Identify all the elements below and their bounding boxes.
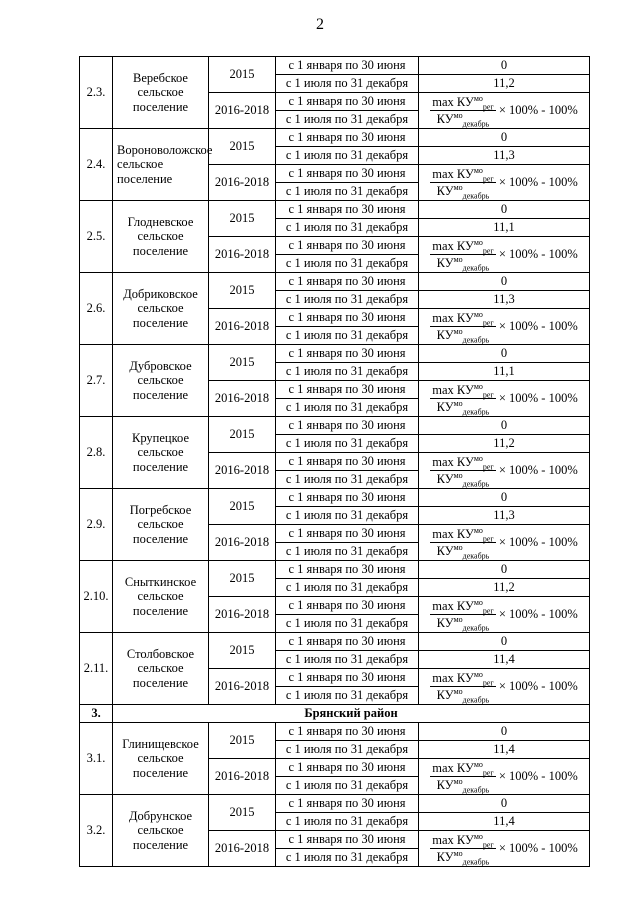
settlement-name: Вороноволожское сельское поселение xyxy=(113,129,209,201)
settlement-name: Веребское сельское поселение xyxy=(113,57,209,129)
formula-tail: × 100% - 100% xyxy=(498,318,578,333)
table-row xyxy=(80,633,590,651)
value-cell: 0 xyxy=(419,561,590,579)
formula-fraction xyxy=(430,455,496,487)
period-cell: с 1 января по 30 июня xyxy=(276,93,419,111)
formula-denominator: КУ xyxy=(436,616,454,630)
formula-sub: рег xyxy=(482,606,494,616)
period-cell: с 1 июля по 31 декабря xyxy=(276,363,419,381)
formula-sup: мо xyxy=(473,381,483,391)
table-row xyxy=(80,201,590,219)
year-cell: 2015 xyxy=(209,723,276,759)
year-cell: 2015 xyxy=(209,129,276,165)
table-row xyxy=(80,345,590,363)
year-cell: 2015 xyxy=(209,201,276,237)
row-number: 2.4. xyxy=(80,129,113,201)
year-cell: 2015 xyxy=(209,633,276,669)
period-cell: с 1 января по 30 июня xyxy=(276,273,419,291)
formula-fraction xyxy=(430,671,496,703)
formula-fraction xyxy=(430,239,496,271)
value-cell: 11,4 xyxy=(419,741,590,759)
value-cell: 11,2 xyxy=(419,435,590,453)
formula-fraction xyxy=(430,383,496,415)
value-cell: 11,4 xyxy=(419,651,590,669)
formula-cell xyxy=(419,381,590,417)
period-cell: с 1 июля по 31 декабря xyxy=(276,741,419,759)
period-cell: с 1 июля по 31 декабря xyxy=(276,849,419,867)
year-cell: 2015 xyxy=(209,561,276,597)
settlement-name: Крупецкое сельское поселение xyxy=(113,417,209,489)
year-cell: 2016-2018 xyxy=(209,831,276,867)
year-cell: 2016-2018 xyxy=(209,669,276,705)
formula xyxy=(430,599,578,631)
formula-tail: × 100% - 100% xyxy=(498,606,578,621)
period-cell: с 1 января по 30 июня xyxy=(276,831,419,849)
period-cell: с 1 июля по 31 декабря xyxy=(276,291,419,309)
formula-denominator: КУ xyxy=(436,184,454,198)
year-cell: 2016-2018 xyxy=(209,759,276,795)
formula-sub: рег xyxy=(482,246,494,256)
period-cell: с 1 января по 30 июня xyxy=(276,633,419,651)
period-cell: с 1 января по 30 июня xyxy=(276,417,419,435)
formula-fraction xyxy=(430,167,496,199)
formula-sup: мо xyxy=(453,254,463,264)
period-cell: с 1 января по 30 июня xyxy=(276,381,419,399)
formula-cell xyxy=(419,759,590,795)
page-number: 2 xyxy=(316,16,324,33)
row-number: 3.2. xyxy=(80,795,113,867)
formula-sub: декабрь xyxy=(462,695,490,705)
formula-sub: декабрь xyxy=(462,407,490,417)
period-cell: с 1 июля по 31 декабря xyxy=(276,543,419,561)
formula-tail: × 100% - 100% xyxy=(498,534,578,549)
value-cell: 0 xyxy=(419,57,590,75)
formula-denominator: КУ xyxy=(436,472,454,486)
formula-cell xyxy=(419,831,590,867)
formula-tail: × 100% - 100% xyxy=(498,462,578,477)
row-number: 2.6. xyxy=(80,273,113,345)
formula-tail: × 100% - 100% xyxy=(498,768,578,783)
formula-fraction xyxy=(430,527,496,559)
formula-sub: декабрь xyxy=(462,551,490,561)
formula-sup: мо xyxy=(473,597,483,607)
formula-cell xyxy=(419,525,590,561)
settlement-name: Добриковское сельское поселение xyxy=(113,273,209,345)
formula-sup: мо xyxy=(453,848,463,858)
year-cell: 2016-2018 xyxy=(209,525,276,561)
formula-numerator: max КУ xyxy=(432,832,474,847)
formula-cell xyxy=(419,669,590,705)
region-name: Брянский район xyxy=(113,705,590,723)
year-cell: 2015 xyxy=(209,417,276,453)
period-cell: с 1 июля по 31 декабря xyxy=(276,507,419,525)
value-cell: 0 xyxy=(419,345,590,363)
formula xyxy=(430,527,578,559)
formula-sub: рег xyxy=(482,174,494,184)
value-cell: 11,1 xyxy=(419,363,590,381)
table-row xyxy=(80,57,590,75)
formula-sup: мо xyxy=(473,237,483,247)
table-row xyxy=(80,795,590,813)
formula-fraction xyxy=(430,599,496,631)
period-cell: с 1 июля по 31 декабря xyxy=(276,75,419,93)
formula-sup: мо xyxy=(453,182,463,192)
year-cell: 2016-2018 xyxy=(209,237,276,273)
formula-sup: мо xyxy=(453,614,463,624)
row-number: 2.10. xyxy=(80,561,113,633)
formula-sub: рег xyxy=(482,390,494,400)
region-number: 3. xyxy=(80,705,113,723)
value-cell: 0 xyxy=(419,723,590,741)
formula-numerator: max КУ xyxy=(432,598,474,613)
year-cell: 2015 xyxy=(209,273,276,309)
formula xyxy=(430,761,578,793)
formula-sup: мо xyxy=(453,398,463,408)
formula xyxy=(430,167,578,199)
formula-tail: × 100% - 100% xyxy=(498,678,578,693)
formula-cell xyxy=(419,93,590,129)
period-cell: с 1 июля по 31 декабря xyxy=(276,687,419,705)
period-cell: с 1 января по 30 июня xyxy=(276,597,419,615)
row-number: 2.11. xyxy=(80,633,113,705)
formula-tail: × 100% - 100% xyxy=(498,174,578,189)
formula-sub: рег xyxy=(482,534,494,544)
table-row xyxy=(80,489,590,507)
period-cell: с 1 июля по 31 декабря xyxy=(276,147,419,165)
formula xyxy=(430,383,578,415)
year-cell: 2016-2018 xyxy=(209,453,276,489)
formula-numerator: max КУ xyxy=(432,526,474,541)
formula-cell xyxy=(419,165,590,201)
row-number: 2.8. xyxy=(80,417,113,489)
value-cell: 0 xyxy=(419,273,590,291)
period-cell: с 1 января по 30 июня xyxy=(276,201,419,219)
period-cell: с 1 января по 30 июня xyxy=(276,165,419,183)
formula-sup: мо xyxy=(453,542,463,552)
year-cell: 2016-2018 xyxy=(209,165,276,201)
formula-fraction xyxy=(430,833,496,865)
period-cell: с 1 июля по 31 декабря xyxy=(276,813,419,831)
value-cell: 11,4 xyxy=(419,813,590,831)
period-cell: с 1 января по 30 июня xyxy=(276,669,419,687)
year-cell: 2016-2018 xyxy=(209,93,276,129)
formula-numerator: max КУ xyxy=(432,760,474,775)
formula-sub: рег xyxy=(482,768,494,778)
period-cell: с 1 июля по 31 декабря xyxy=(276,327,419,345)
formula-tail: × 100% - 100% xyxy=(498,840,578,855)
formula-cell xyxy=(419,453,590,489)
formula xyxy=(430,455,578,487)
formula-sub: рег xyxy=(482,462,494,472)
settlement-name: Погребское сельское поселение xyxy=(113,489,209,561)
formula-tail: × 100% - 100% xyxy=(498,390,578,405)
period-cell: с 1 января по 30 июня xyxy=(276,57,419,75)
formula-denominator: КУ xyxy=(436,112,454,126)
formula-numerator: max КУ xyxy=(432,94,474,109)
formula-sup: мо xyxy=(453,686,463,696)
table-row xyxy=(80,273,590,291)
settlement-name: Дубровское сельское поселение xyxy=(113,345,209,417)
formula-fraction xyxy=(430,311,496,343)
settlement-name: Столбовское сельское поселение xyxy=(113,633,209,705)
formula xyxy=(430,239,578,271)
formula-numerator: max КУ xyxy=(432,670,474,685)
value-cell: 11,1 xyxy=(419,219,590,237)
formula xyxy=(430,671,578,703)
formula-sup: мо xyxy=(453,326,463,336)
formula-sup: мо xyxy=(473,93,483,103)
formula-sup: мо xyxy=(453,776,463,786)
value-cell: 0 xyxy=(419,129,590,147)
row-number: 2.9. xyxy=(80,489,113,561)
formula-sup: мо xyxy=(473,165,483,175)
year-cell: 2016-2018 xyxy=(209,597,276,633)
period-cell: с 1 июля по 31 декабря xyxy=(276,219,419,237)
period-cell: с 1 июля по 31 декабря xyxy=(276,435,419,453)
period-cell: с 1 января по 30 июня xyxy=(276,309,419,327)
formula-denominator: КУ xyxy=(436,778,454,792)
period-cell: с 1 января по 30 июня xyxy=(276,345,419,363)
row-number: 2.3. xyxy=(80,57,113,129)
formula-denominator: КУ xyxy=(436,688,454,702)
row-number: 3.1. xyxy=(80,723,113,795)
period-cell: с 1 июля по 31 декабря xyxy=(276,183,419,201)
value-cell: 0 xyxy=(419,633,590,651)
period-cell: с 1 июля по 31 декабря xyxy=(276,579,419,597)
period-cell: с 1 января по 30 июня xyxy=(276,453,419,471)
tariff-table xyxy=(79,56,590,867)
formula-sub: декабрь xyxy=(462,857,490,867)
period-cell: с 1 июля по 31 декабря xyxy=(276,615,419,633)
formula-sub: рег xyxy=(482,318,494,328)
formula-numerator: max КУ xyxy=(432,238,474,253)
period-cell: с 1 января по 30 июня xyxy=(276,129,419,147)
year-cell: 2015 xyxy=(209,795,276,831)
value-cell: 0 xyxy=(419,417,590,435)
formula-denominator: КУ xyxy=(436,850,454,864)
formula-sup: мо xyxy=(473,453,483,463)
year-cell: 2016-2018 xyxy=(209,381,276,417)
table-row xyxy=(80,417,590,435)
table-row xyxy=(80,129,590,147)
period-cell: с 1 января по 30 июня xyxy=(276,237,419,255)
table-row xyxy=(80,723,590,741)
formula-sub: рег xyxy=(482,102,494,112)
table-row xyxy=(80,561,590,579)
formula-sup: мо xyxy=(473,669,483,679)
settlement-name: Глинищевское сельское поселение xyxy=(113,723,209,795)
formula-denominator: КУ xyxy=(436,544,454,558)
formula-tail: × 100% - 100% xyxy=(498,102,578,117)
value-cell: 11,3 xyxy=(419,147,590,165)
formula-numerator: max КУ xyxy=(432,454,474,469)
formula-sub: декабрь xyxy=(462,191,490,201)
formula-sub: рег xyxy=(482,840,494,850)
formula-cell xyxy=(419,237,590,273)
formula xyxy=(430,311,578,343)
settlement-name: Глодневское сельское поселение xyxy=(113,201,209,273)
settlement-name: Добрунское сельское поселение xyxy=(113,795,209,867)
value-cell: 0 xyxy=(419,795,590,813)
period-cell: с 1 июля по 31 декабря xyxy=(276,471,419,489)
formula-sup: мо xyxy=(473,525,483,535)
period-cell: с 1 января по 30 июня xyxy=(276,525,419,543)
period-cell: с 1 июля по 31 декабря xyxy=(276,255,419,273)
period-cell: с 1 января по 30 июня xyxy=(276,561,419,579)
row-number: 2.5. xyxy=(80,201,113,273)
formula-fraction xyxy=(430,761,496,793)
formula-sub: рег xyxy=(482,678,494,688)
formula-numerator: max КУ xyxy=(432,166,474,181)
formula-denominator: КУ xyxy=(436,256,454,270)
period-cell: с 1 января по 30 июня xyxy=(276,489,419,507)
formula-sup: мо xyxy=(453,110,463,120)
value-cell: 0 xyxy=(419,489,590,507)
value-cell: 11,3 xyxy=(419,507,590,525)
period-cell: с 1 января по 30 июня xyxy=(276,795,419,813)
formula-denominator: КУ xyxy=(436,328,454,342)
row-number: 2.7. xyxy=(80,345,113,417)
period-cell: с 1 июля по 31 декабря xyxy=(276,777,419,795)
formula-denominator: КУ xyxy=(436,400,454,414)
settlement-name: Сныткинское сельское поселение xyxy=(113,561,209,633)
period-cell: с 1 июля по 31 декабря xyxy=(276,399,419,417)
formula xyxy=(430,833,578,865)
formula-sup: мо xyxy=(453,470,463,480)
formula xyxy=(430,95,578,127)
value-cell: 11,2 xyxy=(419,75,590,93)
formula-numerator: max КУ xyxy=(432,382,474,397)
formula-cell xyxy=(419,309,590,345)
period-cell: с 1 июля по 31 декабря xyxy=(276,111,419,129)
formula-sub: декабрь xyxy=(462,263,490,273)
value-cell: 11,3 xyxy=(419,291,590,309)
formula-sub: декабрь xyxy=(462,623,490,633)
formula-sub: декабрь xyxy=(462,119,490,129)
formula-sub: декабрь xyxy=(462,785,490,795)
tariff-table-body xyxy=(80,57,590,867)
formula-sup: мо xyxy=(473,309,483,319)
formula-sub: декабрь xyxy=(462,479,490,489)
year-cell: 2015 xyxy=(209,57,276,93)
value-cell: 11,2 xyxy=(419,579,590,597)
period-cell: с 1 января по 30 июня xyxy=(276,759,419,777)
formula-tail: × 100% - 100% xyxy=(498,246,578,261)
formula-numerator: max КУ xyxy=(432,310,474,325)
formula-sup: мо xyxy=(473,831,483,841)
formula-sub: декабрь xyxy=(462,335,490,345)
period-cell: с 1 июля по 31 декабря xyxy=(276,651,419,669)
period-cell: с 1 января по 30 июня xyxy=(276,723,419,741)
formula-cell xyxy=(419,597,590,633)
year-cell: 2016-2018 xyxy=(209,309,276,345)
formula-fraction xyxy=(430,95,496,127)
year-cell: 2015 xyxy=(209,489,276,525)
region-row xyxy=(80,705,590,723)
year-cell: 2015 xyxy=(209,345,276,381)
value-cell: 0 xyxy=(419,201,590,219)
formula-sup: мо xyxy=(473,759,483,769)
